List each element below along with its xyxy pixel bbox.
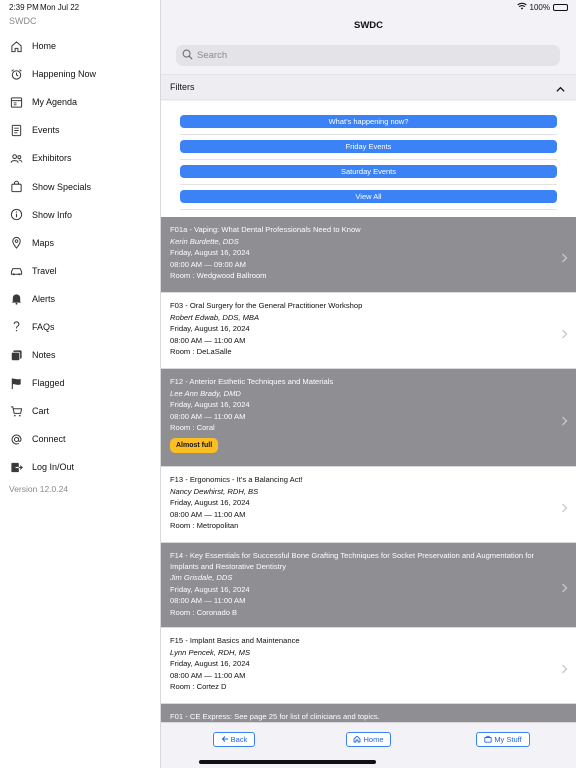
event-row[interactable] <box>161 704 576 722</box>
flag-icon <box>9 376 23 390</box>
status-right <box>517 2 568 12</box>
map-pin-icon <box>9 236 23 250</box>
document-icon <box>9 123 23 137</box>
event-title: F13 - Ergonomics - It's a Balancing Act! <box>170 475 303 484</box>
event-presenter: Lee Ann Brady, DMD <box>170 388 241 398</box>
filters-label: Filters <box>170 82 195 92</box>
sidebar-item-events[interactable] <box>0 116 160 144</box>
home-button[interactable] <box>346 732 391 747</box>
sidebar-item-label: Show Specials <box>32 181 92 192</box>
event-date: Friday, August 16, 2024 <box>170 248 250 257</box>
sidebar-item-faqs[interactable] <box>0 313 160 341</box>
sidebar-item-log-in-out[interactable] <box>0 453 160 481</box>
sidebar-item-label: Maps <box>32 237 55 248</box>
event-room: Room : Coronado B <box>170 607 238 617</box>
sidebar-item-label: Cart <box>32 406 50 417</box>
event-row[interactable] <box>161 217 576 293</box>
event-time: 08:00 AM — 11:00 AM <box>170 509 246 519</box>
status-badge: Almost full <box>170 438 218 453</box>
sidebar-item-travel[interactable] <box>0 257 160 285</box>
battery-percent: 100% <box>529 2 550 12</box>
sidebar-item-flagged[interactable] <box>0 369 160 397</box>
filter-row <box>180 135 557 160</box>
filter-row <box>180 185 557 210</box>
status-time: 2:39 PM <box>9 3 39 12</box>
event-room: Room : Metropolitan <box>170 521 239 530</box>
event-time: 08:00 AM — 09:00 AM <box>170 259 246 269</box>
sidebar-item-happening-now[interactable] <box>0 60 160 88</box>
event-date: Friday, August 16, 2024 <box>170 400 250 409</box>
saturday-events-button[interactable]: Saturday Events <box>180 165 557 178</box>
status-date: Mon Jul 22 <box>40 3 80 12</box>
alarm-clock-icon <box>9 67 23 81</box>
people-icon <box>9 151 23 165</box>
event-presenter: Robert Edwab, DDS, MBA <box>170 312 260 322</box>
sidebar-item-label: Connect <box>32 434 66 445</box>
chevron-right-icon <box>561 661 568 671</box>
event-date: Friday, August 16, 2024 <box>170 659 250 668</box>
event-time: 08:00 AM — 11:00 AM <box>170 335 246 345</box>
sidebar-item-show-specials[interactable] <box>0 172 160 200</box>
event-time: 08:00 AM — 11:00 AM <box>170 670 246 680</box>
home-indicator <box>199 760 376 764</box>
chevron-right-icon <box>561 580 568 590</box>
chevron-right-icon <box>561 413 568 423</box>
at-icon <box>9 432 23 446</box>
wifi-icon <box>517 2 527 12</box>
sidebar-item-label: Travel <box>32 265 57 276</box>
filters-header[interactable] <box>161 74 576 100</box>
home-icon <box>9 39 23 53</box>
cart-icon <box>9 404 23 418</box>
sidebar-item-home[interactable] <box>0 32 160 60</box>
car-icon <box>9 264 23 278</box>
shopping-bag-icon <box>9 180 23 194</box>
event-row[interactable] <box>161 293 576 369</box>
event-title: F14 - Key Essentials for Successful Bone Grafting Techniques for Socket Preservation and Augmentation for Implants and Restorative Dentistry <box>170 551 535 571</box>
search-input[interactable] <box>197 50 537 61</box>
event-room: Room : DeLaSalle <box>170 347 232 356</box>
chevron-up-icon[interactable] <box>555 82 566 93</box>
whats-happening-now-button[interactable]: What's happening now? <box>180 115 557 128</box>
event-date: Friday, August 16, 2024 <box>170 498 250 507</box>
sidebar-item-alerts[interactable] <box>0 285 160 313</box>
event-row[interactable] <box>161 467 576 543</box>
agenda-icon <box>9 95 23 109</box>
events-list <box>161 217 576 722</box>
sidebar-item-exhibitors[interactable] <box>0 144 160 172</box>
event-time: 08:00 AM — 11:00 AM <box>170 411 246 421</box>
notes-icon <box>9 348 23 362</box>
event-presenter: Kerin Burdette, DDS <box>170 236 239 246</box>
filters-panel <box>161 101 576 217</box>
event-room: Room : Coral <box>170 423 215 432</box>
sidebar-menu <box>0 32 160 482</box>
sidebar-item-label: Flagged <box>32 378 65 389</box>
back-button[interactable] <box>213 732 255 747</box>
status-bar <box>0 0 576 14</box>
main-panel <box>161 0 576 768</box>
back-button-label: Back <box>230 735 248 744</box>
event-title: F15 - Implant Basics and Maintenance <box>170 636 300 645</box>
arrow-left-icon <box>221 735 229 745</box>
event-room: Room : Cortez D <box>170 682 227 691</box>
bottom-toolbar <box>161 722 576 768</box>
page-title: SWDC <box>353 20 384 31</box>
sidebar-item-label: FAQs <box>32 321 55 332</box>
battery-icon <box>553 4 568 11</box>
sidebar-app-name: SWDC <box>9 16 37 26</box>
event-title: F03 - Oral Surgery for the General Practitioner Workshop <box>170 301 363 310</box>
event-presenter: Lynn Pencek, RDH, MS <box>170 647 251 657</box>
chevron-right-icon <box>561 500 568 510</box>
event-title: F01 - CE Express: See page 25 for list of clinicians and topics. <box>170 712 380 721</box>
friday-events-button[interactable]: Friday Events <box>180 140 557 153</box>
sidebar-item-label: Events <box>32 125 60 136</box>
my-stuff-button[interactable] <box>476 732 530 747</box>
login-icon <box>9 460 23 474</box>
sidebar-item-maps[interactable] <box>0 229 160 257</box>
sidebar-item-label: Notes <box>32 350 56 361</box>
chevron-right-icon <box>561 250 568 260</box>
filter-row <box>180 160 557 185</box>
info-icon <box>9 208 23 222</box>
sidebar-item-cart[interactable] <box>0 397 160 425</box>
filter-row <box>180 110 557 135</box>
sidebar-item-label: Show Info <box>32 209 73 220</box>
event-row[interactable] <box>161 628 576 704</box>
view-all-button[interactable]: View All <box>180 190 557 203</box>
version-label: Version 12.0.24 <box>9 484 69 494</box>
sidebar-item-connect[interactable] <box>0 425 160 453</box>
sidebar-item-label: Alerts <box>32 293 56 304</box>
question-icon <box>9 320 23 334</box>
sidebar-item-my-agenda[interactable] <box>0 88 160 116</box>
event-date: Friday, August 16, 2024 <box>170 324 250 333</box>
event-presenter: Nancy Dewhirst, RDH, BS <box>170 486 259 496</box>
sidebar-item-show-info[interactable] <box>0 201 160 229</box>
sidebar-item-label: Happening Now <box>32 69 97 80</box>
home-button-label: Home <box>363 735 384 744</box>
chevron-right-icon <box>561 326 568 336</box>
event-row[interactable] <box>161 543 576 628</box>
event-title: F01a - Vaping: What Dental Professionals Need to Know <box>170 225 361 234</box>
event-row[interactable] <box>161 369 576 467</box>
home-icon <box>353 735 361 745</box>
my-stuff-button-label: My Stuff <box>494 735 522 744</box>
sidebar-item-label: Home <box>32 41 57 52</box>
event-room: Room : Wedgwood Ballroom <box>170 271 267 280</box>
sidebar-item-label: Exhibitors <box>32 153 72 164</box>
briefcase-icon <box>484 735 492 745</box>
event-time: 08:00 AM — 11:00 AM <box>170 596 246 605</box>
sidebar <box>0 0 161 768</box>
sidebar-item-label: Log In/Out <box>32 462 75 473</box>
search-bar[interactable] <box>176 45 560 66</box>
sidebar-item-label: My Agenda <box>32 97 78 108</box>
event-date: Friday, August 16, 2024 <box>170 584 250 594</box>
sidebar-item-notes[interactable] <box>0 341 160 369</box>
bell-icon <box>9 292 23 306</box>
event-title: F12 - Anterior Esthetic Techniques and Materials <box>170 377 334 386</box>
event-presenter: Jim Grisdale, DDS <box>170 573 233 582</box>
search-icon <box>182 47 197 65</box>
